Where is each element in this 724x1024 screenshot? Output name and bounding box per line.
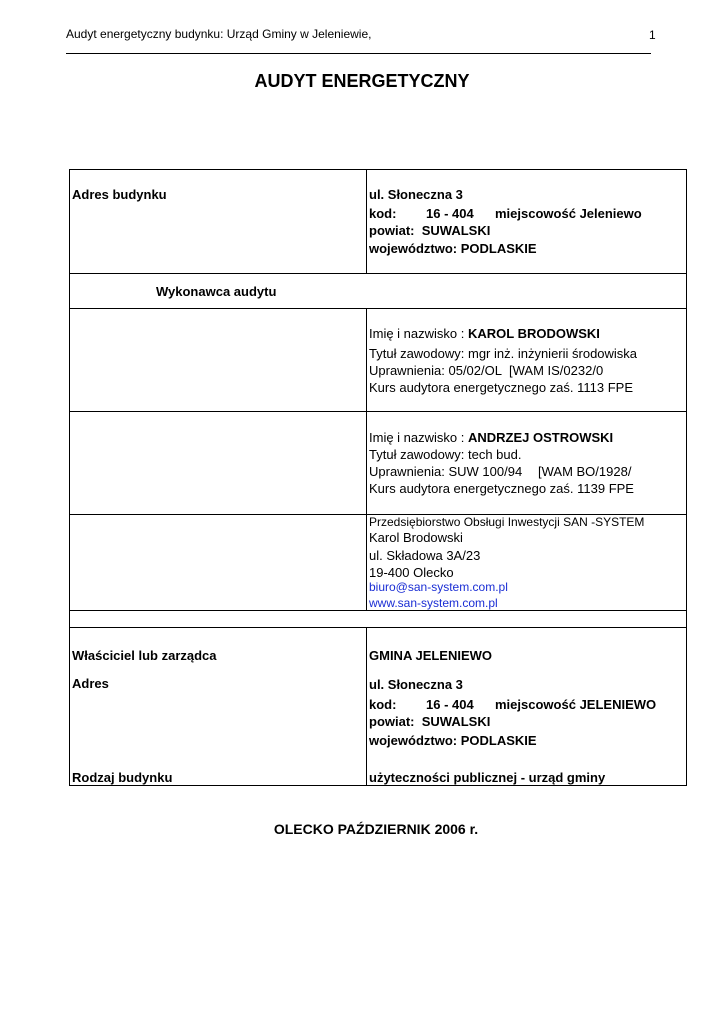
table-divider bbox=[69, 273, 687, 274]
owner-county-value: SUWALSKI bbox=[421, 714, 491, 729]
auditor2-course: Kurs audytora energetycznego zaś. 1139 FPE bbox=[369, 481, 634, 496]
page-number: 1 bbox=[649, 28, 656, 42]
owner-voivodeship bbox=[369, 733, 537, 748]
owner-value: GMINA JELENIEWO bbox=[369, 648, 493, 663]
building-county-value: SUWALSKI bbox=[421, 223, 491, 238]
owner-locality-value: JELENIEWO bbox=[579, 697, 657, 712]
auditor2-name: ANDRZEJ OSTROWSKI bbox=[468, 430, 614, 445]
owner-street: ul. Słoneczna 3 bbox=[369, 677, 463, 692]
auditor1-license-a: Uprawnienia: 05/02/OL bbox=[369, 363, 502, 378]
owner-voivodeship-value: PODLASKIE bbox=[460, 733, 537, 748]
owner-code: 16 - 404 bbox=[426, 697, 474, 712]
owner-locality bbox=[495, 697, 656, 712]
auditor-section-label: Wykonawca audytu bbox=[156, 284, 277, 299]
owner-locality-label: miejscowość bbox=[495, 697, 576, 712]
owner-code-label: kod: bbox=[369, 697, 397, 712]
table-divider bbox=[69, 411, 687, 412]
company-website-link[interactable]: www.san-system.com.pl bbox=[369, 596, 498, 610]
company-email-link[interactable]: biuro@san-system.com.pl bbox=[369, 580, 508, 594]
building-code-label: kod: bbox=[369, 206, 397, 221]
owner-voivodeship-label: województwo: bbox=[369, 733, 458, 748]
running-header: Audyt energetyczny budynku: Urząd Gminy w Jeleniewie, bbox=[66, 27, 372, 41]
document-title: AUDYT ENERGETYCZNY bbox=[254, 71, 470, 91]
table-divider bbox=[69, 610, 687, 611]
building-type-label: Rodzaj budynku bbox=[72, 770, 173, 785]
owner-county bbox=[369, 714, 490, 729]
column-divider bbox=[366, 627, 367, 786]
building-county-label: powiat: bbox=[369, 223, 415, 238]
auditor1-name: KAROL BRODOWSKI bbox=[468, 326, 600, 341]
table-divider bbox=[69, 627, 687, 628]
building-locality bbox=[495, 206, 642, 221]
building-locality-value: Jeleniewo bbox=[579, 206, 642, 221]
place-date: OLECKO PAŹDZIERNIK 2006 r. bbox=[273, 821, 479, 837]
auditor1-license-b: [WAM IS/0232/0 bbox=[509, 363, 604, 378]
building-voivodeship-value: PODLASKIE bbox=[460, 241, 537, 256]
auditor2-license-a: Uprawnienia: SUW 100/94 bbox=[369, 464, 523, 479]
building-street: ul. Słoneczna 3 bbox=[369, 187, 463, 202]
building-address-label: Adres budynku bbox=[72, 187, 167, 202]
auditor2-name-line bbox=[369, 430, 613, 445]
auditor1-block bbox=[369, 326, 646, 406]
building-county bbox=[369, 223, 490, 238]
company-person: Karol Brodowski bbox=[369, 530, 463, 545]
auditor1-name-label: Imię i nazwisko : bbox=[369, 326, 465, 341]
company-city: 19-400 Olecko bbox=[369, 565, 454, 580]
auditor1-name-line bbox=[369, 326, 600, 341]
column-divider bbox=[366, 169, 367, 273]
column-divider bbox=[366, 308, 367, 610]
auditor2-name-label: Imię i nazwisko : bbox=[369, 430, 465, 445]
building-type-value: użyteczności publicznej - urząd gminy bbox=[369, 770, 606, 785]
building-voivodeship bbox=[369, 241, 537, 256]
owner-address-label: Adres bbox=[72, 676, 109, 691]
building-voivodeship-label: województwo: bbox=[369, 241, 458, 256]
owner-label: Właściciel lub zarządca bbox=[72, 648, 217, 663]
auditor1-course: Kurs audytora energetycznego zaś. 1113 FPE bbox=[369, 380, 634, 395]
owner-county-label: powiat: bbox=[369, 714, 415, 729]
building-locality-label: miejscowość bbox=[495, 206, 576, 221]
company-block bbox=[369, 515, 684, 610]
company-street: ul. Składowa 3A/23 bbox=[369, 548, 481, 563]
building-code: 16 - 404 bbox=[426, 206, 474, 221]
auditor2-license-b: [WAM BO/1928/ bbox=[538, 464, 632, 479]
auditor2-block bbox=[369, 430, 646, 510]
company-name: Przedsiębiorstwo Obsługi Inwestycji SAN -SYSTEM bbox=[369, 515, 645, 529]
header-rule bbox=[66, 53, 651, 54]
auditor1-title: Tytuł zawodowy: mgr inż. inżynierii środowiska bbox=[369, 346, 638, 361]
table-divider bbox=[69, 308, 687, 309]
auditor2-title: Tytuł zawodowy: tech bud. bbox=[369, 447, 522, 462]
